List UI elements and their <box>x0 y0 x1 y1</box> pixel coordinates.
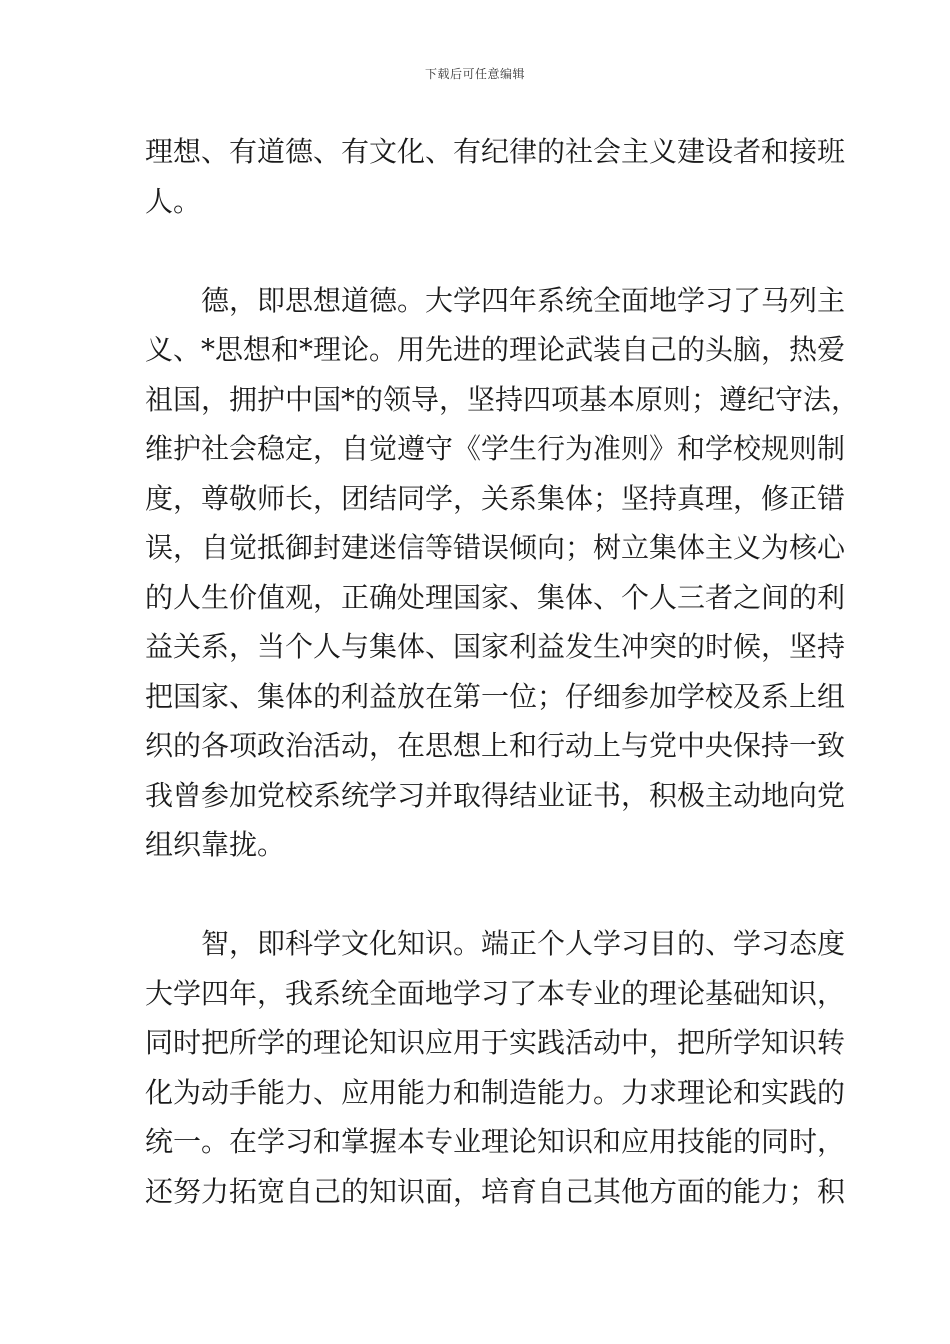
text-line: 化为动手能力、应用能力和制造能力。力求理论和实践的 <box>145 1075 846 1109</box>
text-line: 人。 <box>145 184 202 218</box>
text-line: 祖国，拥护中国*的领导，坚持四项基本原则；遵纪守法， <box>145 382 860 416</box>
paragraph-continuation <box>145 127 846 226</box>
paragraph-spacer <box>145 870 807 920</box>
text-line: 误，自觉抵御封建迷信等错误倾向；树立集体主义为核心 <box>145 531 846 564</box>
text-line: 义、*思想和*理论。用先进的理论武装自己的头脑，热爱 <box>145 333 846 366</box>
text-line: 把国家、集体的利益放在第一位；仔细参加学校及系上组 <box>145 679 846 713</box>
page-header: 下载后可任意编辑 <box>424 67 525 81</box>
text-line: 度，尊敬师长，团结同学，关系集体；坚持真理，修正错 <box>145 481 846 515</box>
text-line: 益关系，当个人与集体、国家利益发生冲突的时候，坚持 <box>145 630 846 663</box>
text-line: 我曾参加党校系统学习并取得结业证书，积极主动地向党 <box>145 778 846 812</box>
text-line: 维护社会稳定，自觉遵守《学生行为准则》和学校规则制 <box>145 432 846 465</box>
paragraph-moral <box>145 276 860 870</box>
text-line: 组织靠拢。 <box>145 828 286 861</box>
paragraph-intellect <box>145 919 846 1216</box>
text-line: 还努力拓宽自己的知识面，培育自己其他方面的能力；积 <box>145 1174 846 1208</box>
document-body <box>145 127 860 1216</box>
text-line: 的人生价值观，正确处理国家、集体、个人三者之间的利 <box>145 580 846 614</box>
text-line: 理想、有道德、有文化、有纪律的社会主义建设者和接班 <box>145 135 846 168</box>
text-line: 智，即科学文化知识。端正个人学习目的、学习态度 <box>201 927 846 960</box>
text-line: 德，即思想道德。大学四年系统全面地学习了马列主 <box>201 283 846 317</box>
paragraph-spacer <box>145 226 807 276</box>
text-line: 同时把所学的理论知识应用于实践活动中，把所学知识转 <box>145 1026 846 1059</box>
text-line: 大学四年，我系统全面地学习了本专业的理论基础知识， <box>145 976 846 1010</box>
text-line: 织的各项政治活动，在思想上和行动上与党中央保持一致 <box>145 729 846 762</box>
text-line: 统一。在学习和掌握本专业理论知识和应用技能的同时， <box>145 1125 846 1158</box>
